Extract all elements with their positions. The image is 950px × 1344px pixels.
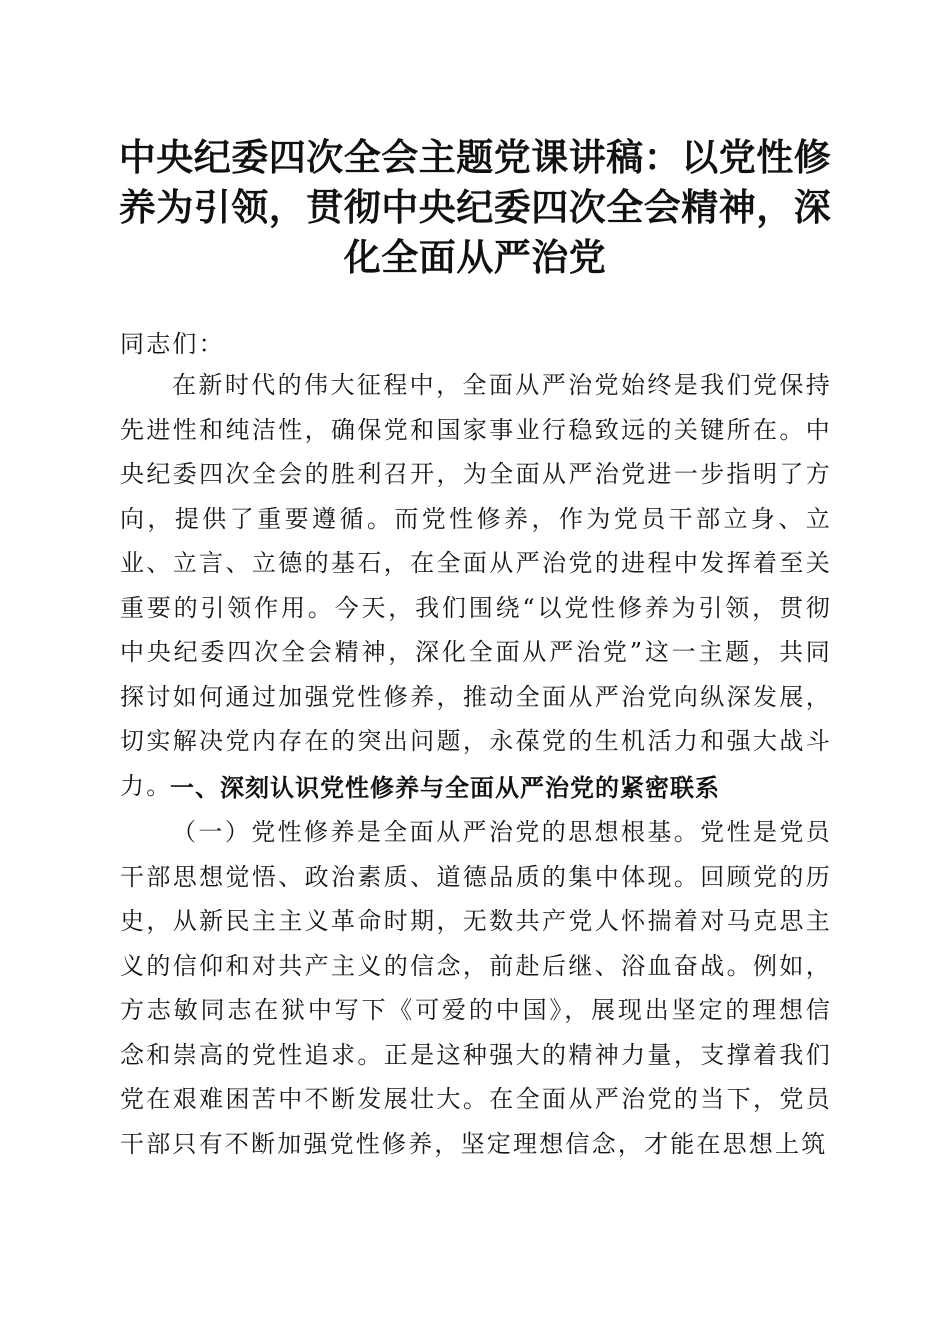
intro-paragraph: 在新时代的伟大征程中，全面从严治党始终是我们党保持先进性和纯洁性，确保党和国家事业行稳致远的关键所在。中央纪委四次全会的胜利召开，为全面从严治党进一步指明了方向，提供了重要遵循。而党性修养，作为党员干部立身、立业、立言、立德的基石，在全面从严治党的进程中发挥着至关重要的引领作用。今天，我们围绕“以党性修养为引领，贯彻中央纪委四次全会精神，深化全面从严治党”这一主题，共同探讨如何通过加强党性修养，推动全面从严治党向纵深发展，切实解决党内存在的突出问题，永葆党的生机活力和强大战斗力。 (120, 371, 832, 800)
section-heading: 一、深刻认识党性修养与全面从严治党的紧密联系 (170, 774, 720, 802)
subsection-paragraph: （一）党性修养是全面从严治党的思想根基。党性是党员干部思想觉悟、政治素质、道德品质的集中体现。回顾党的历史，从新民主主义革命时期，无数共产党人怀揣着对马克思主义的信仰和对共产主义的信念，前赴后继、浴血奋战。例如，方志敏同志在狱中写下《可爱的中国》，展现出坚定的理想信念和崇高的党性追求。正是这种强大的精神力量，支撑着我们党在艰难困苦中不断发展壮大。在全面从严治党的当下，党员干部只有不断加强党性修养，坚定理想信念，才能在思想上筑 (120, 818, 832, 1158)
salutation: 同志们： (120, 330, 225, 358)
document-title: 中央纪委四次全会主题党课讲稿：以党性修养为引领，贯彻中央纪委四次全会精神，深化全面从严治党 (118, 135, 832, 279)
